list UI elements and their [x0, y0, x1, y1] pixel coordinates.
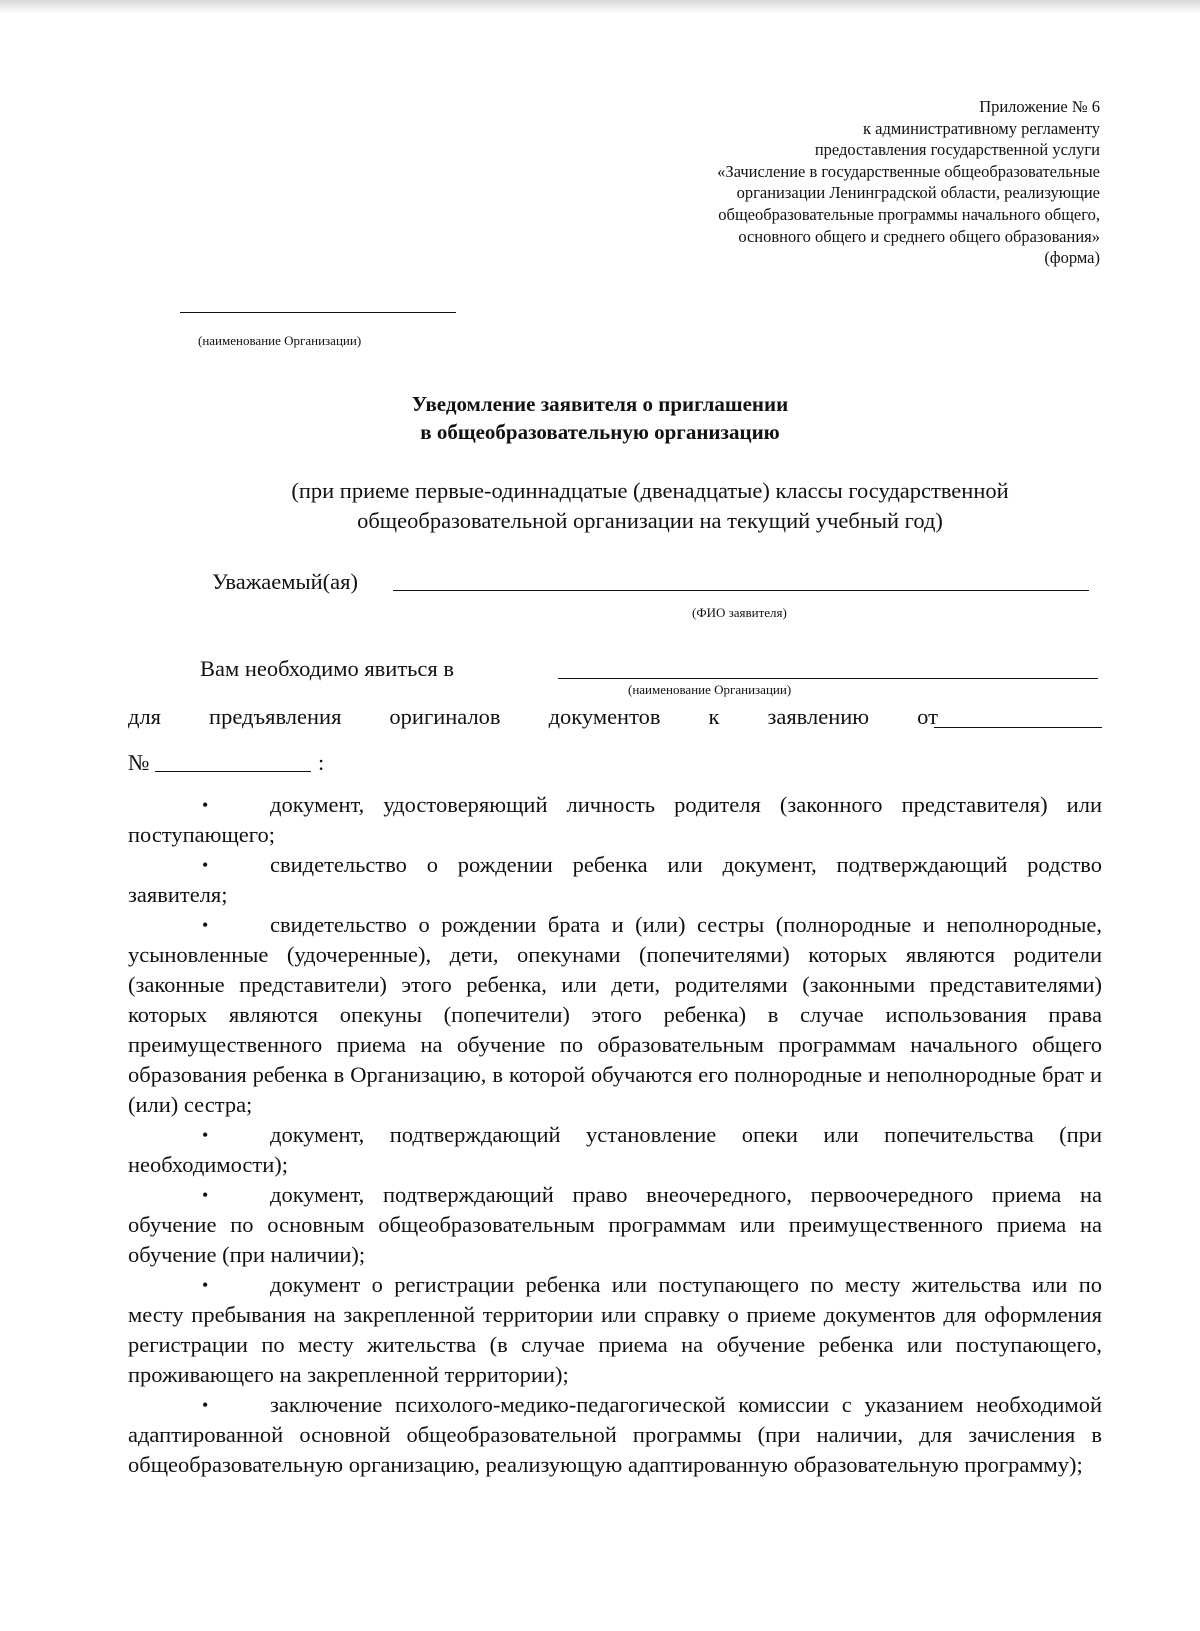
appendix-line: общеобразовательные программы начального общего,	[718, 204, 1100, 224]
appendix-line: Приложение № 6	[979, 97, 1100, 116]
list-item	[128, 1390, 1102, 1480]
list-item	[128, 1270, 1102, 1390]
organization-caption-2: (наименование Организации)	[628, 682, 792, 697]
organization-name-blank	[558, 678, 1098, 679]
document-text: заключение психолого-медико-педагогической комиссии с указанием необходимой адаптированной основной общеобразовательной программы (при наличии, для зачисления в общеобразовательную организацию, реализующую адаптированную образовательную программу);	[128, 1392, 1102, 1477]
appendix-line: предоставления государственной услуги	[814, 140, 1100, 160]
presentation-word: документов	[548, 704, 661, 729]
bullet-icon: •	[202, 1125, 209, 1145]
document-text: документ, подтверждающий установление опеки или попечительства (при необходимости);	[128, 1122, 1102, 1177]
bullet-icon: •	[202, 1185, 209, 1205]
bullet-icon: •	[202, 795, 209, 815]
presentation-word: для	[128, 704, 162, 729]
list-item	[128, 1180, 1102, 1270]
document-text: документ о регистрации ребенка или поступающего по месту жительства или по месту пребывания на закрепленной территории или справку о приеме документов для оформления регистрации по месту жительства (в случае приема на обучение ребенка или поступающего, проживающего на закрепленной территории);	[128, 1272, 1102, 1387]
title-line: в общеобразовательную организацию	[420, 420, 780, 444]
number-label: №	[128, 750, 150, 775]
document-text: документ, удостоверяющий личность родителя (законного представителя) или поступающего;	[128, 792, 1102, 847]
salutation: Уважаемый(ая)	[212, 569, 358, 594]
organization-caption: (наименование Организации)	[198, 333, 362, 348]
applicant-name-blank	[393, 590, 1089, 591]
must-appear-text: Вам необходимо явиться в	[200, 656, 455, 681]
list-item	[128, 790, 1102, 850]
document-title	[0, 390, 1200, 446]
title-line: Уведомление заявителя о приглашении	[411, 392, 789, 416]
organization-blank-line	[180, 312, 456, 313]
appendix-line: основного общего и среднего общего образования»	[738, 226, 1100, 246]
presentation-word: от	[917, 704, 938, 729]
document-subtitle	[0, 476, 1200, 536]
appendix-line: «Зачисление в государственные общеобразовательные	[717, 161, 1100, 181]
applicant-caption: (ФИО заявителя)	[692, 605, 787, 620]
number-colon: :	[318, 750, 325, 775]
application-number-blank	[155, 771, 311, 772]
document-text: свидетельство о рождении ребенка или документ, подтверждающий родство заявителя;	[128, 852, 1102, 907]
presentation-word: оригиналов	[389, 704, 501, 729]
presentation-word: к	[708, 704, 720, 729]
bullet-icon: •	[202, 1275, 209, 1295]
bullet-icon: •	[202, 915, 209, 935]
presentation-word: заявлению	[767, 704, 870, 729]
list-item	[128, 910, 1102, 1120]
bullet-icon: •	[202, 855, 209, 875]
presentation-line	[128, 704, 938, 730]
appendix-header	[540, 96, 1100, 269]
presentation-word: предъявления	[209, 704, 342, 729]
appendix-line: к административному регламенту	[863, 118, 1100, 138]
scan-edge	[0, 0, 1200, 14]
document-text: документ, подтверждающий право внеочередного, первоочередного приема на обучение по основным общеобразовательным программам или преимущественного приема на обучение (при наличии);	[128, 1182, 1102, 1267]
subtitle-line: (при приеме первые-одиннадцатые (двенадцатые) классы государственной	[291, 478, 1009, 503]
list-item	[128, 1120, 1102, 1180]
appendix-line: организации Ленинградской области, реализующие	[736, 183, 1100, 203]
document-text: свидетельство о рождении брата и (или) сестры (полнородные и неполнородные, усыновленные (удочеренные), дети, опекунами (попечителями) которых являются родители (законные представители) этого ребенка, или дети, родителями (законными представителями) которых являются опекуны (попечители) этого ребенка) в случае использования права преимущественного приема на обучение по образовательным программам начального общего образования ребенка в Организацию, в которой обучаются его полнородные и неполнородные брат и (или) сестра;	[128, 912, 1102, 1117]
subtitle-line: общеобразовательной организации на текущий учебный год)	[357, 508, 943, 533]
documents-list	[128, 790, 1102, 1480]
application-date-blank	[934, 727, 1102, 728]
list-item	[128, 850, 1102, 910]
appendix-line: (форма)	[1044, 248, 1100, 268]
bullet-icon: •	[202, 1395, 209, 1415]
